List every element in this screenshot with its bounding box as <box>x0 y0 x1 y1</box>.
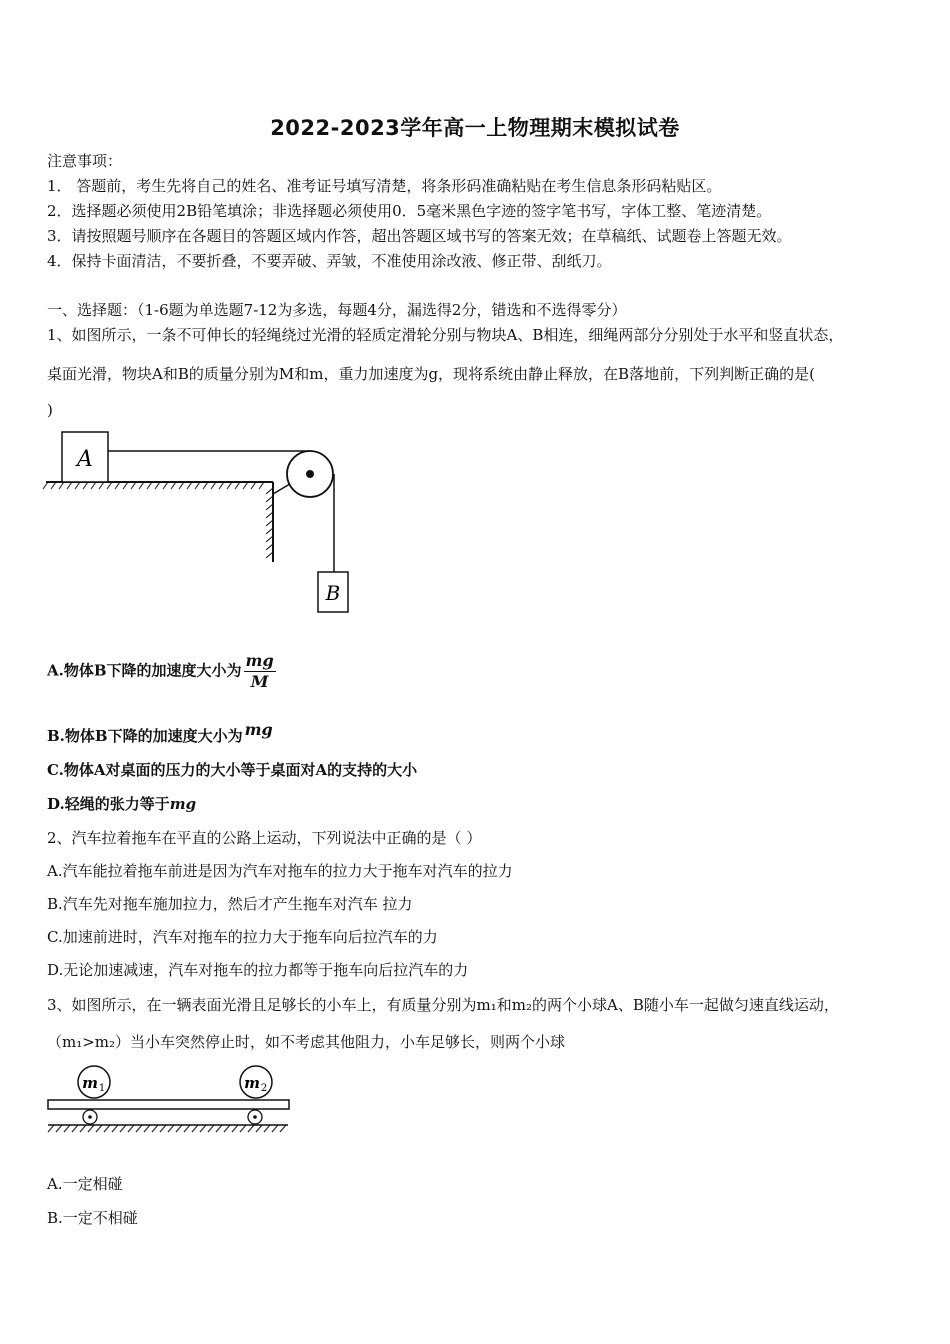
q1-figure <box>40 422 370 617</box>
q3-option-b: B.一定不相碰 <box>47 1209 138 1227</box>
cart-wheel-left <box>83 1110 97 1124</box>
block-b-label: B <box>325 581 341 605</box>
notice-heading: 注意事项： <box>47 152 123 170</box>
q1-stem-line3: ) <box>47 401 53 419</box>
notice-item-3: 3．请按照题号顺序在各题目的答题区域内作答，超出答题区域书写的答案无效；在草稿纸、试题卷上答题无效。 <box>47 227 792 245</box>
q1-option-b-text: B.物体B下降的加速度大小为 <box>47 727 243 745</box>
notice-item-1: 1． 答题前，考生先将自己的姓名、准考证号填写清楚，将条形码准确粘贴在考生信息条形码粘贴区。 <box>47 177 722 195</box>
ball-m1-symbol: m <box>82 1074 98 1092</box>
ball-m1-subscript: 1 <box>98 1083 106 1094</box>
q2-option-c: C.加速前进时，汽车对拖车的拉力大于拖车向后拉汽车的力 <box>47 928 438 946</box>
q1-stem-line2: 桌面光滑，物块A和B的质量分别为M和m，重力加速度为g，现将系统由静止释放，在B落地前，下列判断正确的是( <box>47 365 815 383</box>
q2-option-a: A.汽车能拉着拖车前进是因为汽车对拖车的拉力大于拖车对汽车的拉力 <box>47 862 513 880</box>
q2-stem: 2、汽车拉着拖车在平直的公路上运动，下列说法中正确的是（ ） <box>47 829 482 847</box>
block-a-label: A <box>77 447 93 472</box>
pulley <box>287 451 333 497</box>
block-b <box>318 572 348 612</box>
q1-option-d-text: D.轻绳的张力等于 <box>47 795 170 813</box>
ball-m2-subscript: 2 <box>260 1083 268 1094</box>
section-heading: 一、选择题：（1-6题为单选题7-12为多选，每题4分，漏选得2分，错选和不选得零分） <box>47 301 627 319</box>
cart-body <box>48 1100 289 1109</box>
ground <box>48 1125 288 1132</box>
table-wall <box>266 482 273 562</box>
q1-option-d <box>47 794 196 814</box>
block-a <box>62 432 108 482</box>
q1-option-a <box>47 651 276 692</box>
q1-option-b <box>47 720 273 746</box>
q3-option-a: A.一定相碰 <box>47 1175 123 1193</box>
q3-stem-line2: （m₁>m₂）当小车突然停止时，如不考虑其他阻力，小车足够长，则两个小球 <box>47 1033 566 1051</box>
q3-figure <box>44 1062 294 1142</box>
q1-option-a-text: A.物体B下降的加速度大小为 <box>47 661 242 680</box>
notice-item-4: 4．保持卡面清洁，不要折叠，不要弄破、弄皱，不准使用涂改液、修正带、刮纸刀。 <box>47 252 612 270</box>
q1-stem-line1: 1、如图所示，一条不可伸长的轻绳绕过光滑的轻质定滑轮分别与物块A、B相连，细绳两部分分别处于水平和竖直状态， <box>47 326 844 344</box>
ball-m2-symbol: m <box>244 1074 260 1092</box>
q2-option-b: B.汽车先对拖车施加拉力，然后才产生拖车对汽车 拉力 <box>47 895 413 913</box>
ball-m2 <box>240 1066 272 1098</box>
notice-item-2: 2．选择题必须使用2B铅笔填涂；非选择题必须使用0．5毫米黑色字迹的签字笔书写，字体工整、笔迹清楚。 <box>47 202 772 220</box>
q3-stem-line1: 3、如图所示，在一辆表面光滑且足够长的小车上，有质量分别为m₁和m₂的两个小球A、B随小车一起做匀速直线运动， <box>47 996 839 1014</box>
cart-wheel-right <box>248 1110 262 1124</box>
q1-option-b-expr: mg <box>244 720 273 739</box>
q1-option-a-fraction: $\frac{mg}{M}$ <box>245 651 274 691</box>
page-title: 2022-2023学年高一上物理期末模拟试卷 <box>270 116 680 140</box>
table-hatching <box>43 482 264 489</box>
q1-option-d-expr: mg <box>169 795 197 813</box>
q1-option-c: C.物体A对桌面的压力的大小等于桌面对A的支持的大小 <box>47 761 418 779</box>
q2-option-d: D.无论加速减速，汽车对拖车的拉力都等于拖车向后拉汽车的力 <box>47 961 469 979</box>
ball-m1 <box>78 1066 110 1098</box>
